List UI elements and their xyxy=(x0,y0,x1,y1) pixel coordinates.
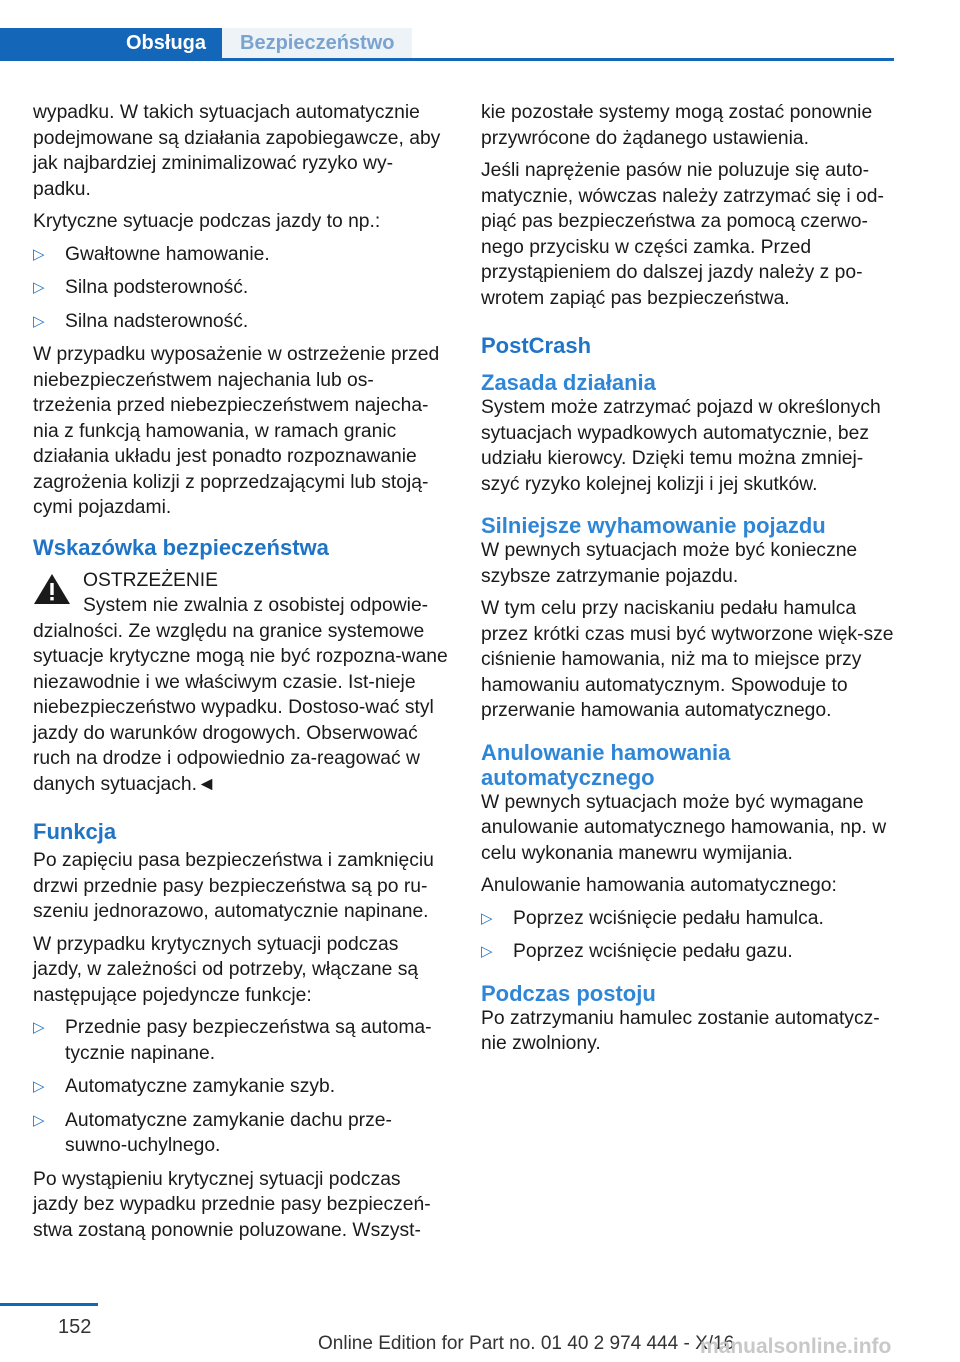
list-item: ▷ Przednie pasy bezpieczeństwa są automa-tycznie napinane. xyxy=(33,1017,432,1064)
watermark: manualsonline.info xyxy=(700,1335,892,1358)
section-heading-safety: Wskazówka bezpieczeństwa xyxy=(33,534,329,560)
tab-obsluga[interactable]: Obsługa xyxy=(0,28,222,58)
warning-box xyxy=(33,568,448,798)
right-column xyxy=(481,100,896,1064)
section-heading-function: Funkcja xyxy=(33,819,117,844)
header-tabbar xyxy=(0,28,894,61)
tab-bezpieczenstwo[interactable]: Bezpieczeństwo xyxy=(222,28,412,58)
warning-text: System nie zwalnia z osobistej odpowie-dzialności. Ze względu na granice systemowe sytuacje krytyczne mogą nie być rozpozna-wane niezawodnie i we właściwym czasie. Ist-nieje niebezpieczeństwo wypadku. Dostoso-wać styl jazdy do warunków drogowych. Obserwować ruch na drodze i odpowiednio za-reagować w danych sytuacjach.◄ xyxy=(33,595,448,795)
paragraph: System może zatrzymać pojazd w określonych sytuacjach wypadkowych automatycznie, bez udziału kierowcy. Dzięki temu można zmniej-szyć ryzyko kolejnej kolizji i jej skutków. xyxy=(481,397,881,495)
paragraph: kie pozostałe systemy mogą zostać ponownie przywrócone do żądanego ustawienia. xyxy=(481,102,873,149)
section-heading-postcrash: PostCrash xyxy=(481,333,592,358)
bullet-list xyxy=(481,906,896,965)
bullet-icon: ▷ xyxy=(481,909,493,927)
header-divider xyxy=(0,58,894,61)
bullet-icon: ▷ xyxy=(33,245,45,263)
bullet-icon: ▷ xyxy=(481,943,493,960)
paragraph: Jeśli naprężenie pasów nie poluzuje się auto-matycznie, wówczas należy zatrzymać się i od-piąć pas bezpieczeństwa za pomocą czerwo-nego przycisku w części zamka. Przed przystąpieniem do dalszej jazdy należy z po-wrotem zapiąć pas bezpieczeństwa. xyxy=(481,160,884,309)
paragraph: W tym celu przy naciskaniu pedału hamulca przez krótki czas musi być wytworzone więk-sze ciśnienie hamowania, niż ma to miejsce przy hamowaniu automatycznym. Spowoduje to przerwanie hamowania automatycznego. xyxy=(481,598,894,721)
paragraph: W pewnych sytuacjach może być konieczne szybsze zatrzymanie pojazdu. xyxy=(481,540,858,587)
page-number: 152 xyxy=(58,1316,92,1338)
list-item: ▷ Silna nadsterowność. xyxy=(33,309,448,335)
paragraph: wypadku. W takich sytuacjach automatycznie podejmowane są działania zapobiegawcze, aby jak najbardziej zminimalizować ryzyko wy-padku. xyxy=(33,102,441,200)
bullet-icon: ▷ xyxy=(33,312,45,330)
paragraph: W przypadku wyposażenie w ostrzeżenie przed niebezpieczeństwem najechania lub os-trzeżenia przed niebezpieczeństwem najecha-nia z funkcją hamowania, w ramach granic działania układu jest ponadto rozpoznawanie zagrożenia kolizji z poprzedzającymi lub stoją-cymi pojazdami. xyxy=(33,344,440,518)
list-item: ▷ Automatyczne zamykanie dachu prze-suwno-uchylnego. xyxy=(33,1109,392,1156)
list-item: ▷ Poprzez wciśnięcie pedału gazu. xyxy=(481,939,896,965)
edition-note: Online Edition for Part no. 01 40 2 974 444 - X/16 xyxy=(318,1333,735,1354)
paragraph: Po zatrzymaniu hamulec zostanie automatycz-nie zwolniony. xyxy=(481,1007,880,1054)
list-item: ▷ Poprzez wciśnięcie pedału hamulca. xyxy=(481,906,896,932)
paragraph: Krytyczne sytuacje podczas jazdy to np.: xyxy=(33,211,381,232)
paragraph: W przypadku krytycznych sytuacji podczas jazdy, w zależności od potrzeby, włączane są następujące pojedyncze funkcje: xyxy=(33,933,419,1006)
list-item: ▷ Silna podsterowność. xyxy=(33,275,448,301)
list-item: ▷ Automatyczne zamykanie szyb. xyxy=(33,1074,448,1100)
list-item: ▷ Gwałtowne hamowanie. xyxy=(33,242,448,268)
bullet-icon: ▷ xyxy=(33,1078,45,1095)
subheading-stronger-braking: Silniejsze wyhamowanie pojazdu xyxy=(481,513,826,538)
bullet-icon: ▷ xyxy=(33,279,45,296)
paragraph: Anulowanie hamowania automatycznego: xyxy=(481,875,837,896)
paragraph: W pewnych sytuacjach może być wymagane anulowanie automatycznego hamowania, np. w celu wykonania manewru wymijania. xyxy=(481,791,887,864)
paragraph: Po wystąpieniu krytycznej sytuacji podczas jazdy bez wypadku przednie pasy bezpieczeń-stwa zostaną ponownie poluzowane. Wszyst- xyxy=(33,1168,431,1241)
subheading-standstill: Podczas postoju xyxy=(481,980,656,1006)
subheading-principle: Zasada działania xyxy=(481,370,656,395)
footer-divider xyxy=(0,1303,98,1306)
bullet-icon: ▷ xyxy=(33,1111,45,1129)
warning-triangle-icon xyxy=(33,572,71,606)
subheading-cancel-braking: Anulowanie hamowania automatycznego xyxy=(481,739,731,790)
warning-title: OSTRZEŻENIE xyxy=(83,569,218,591)
bullet-list xyxy=(33,1015,448,1159)
paragraph: Po zapięciu pasa bezpieczeństwa i zamknięciu drzwi przednie pasy bezpieczeństwa są po ru-szeniu jednorazowo, automatycznie napinane. xyxy=(33,850,434,922)
left-column xyxy=(33,100,448,1250)
bullet-list xyxy=(33,242,448,335)
bullet-icon: ▷ xyxy=(33,1019,45,1036)
